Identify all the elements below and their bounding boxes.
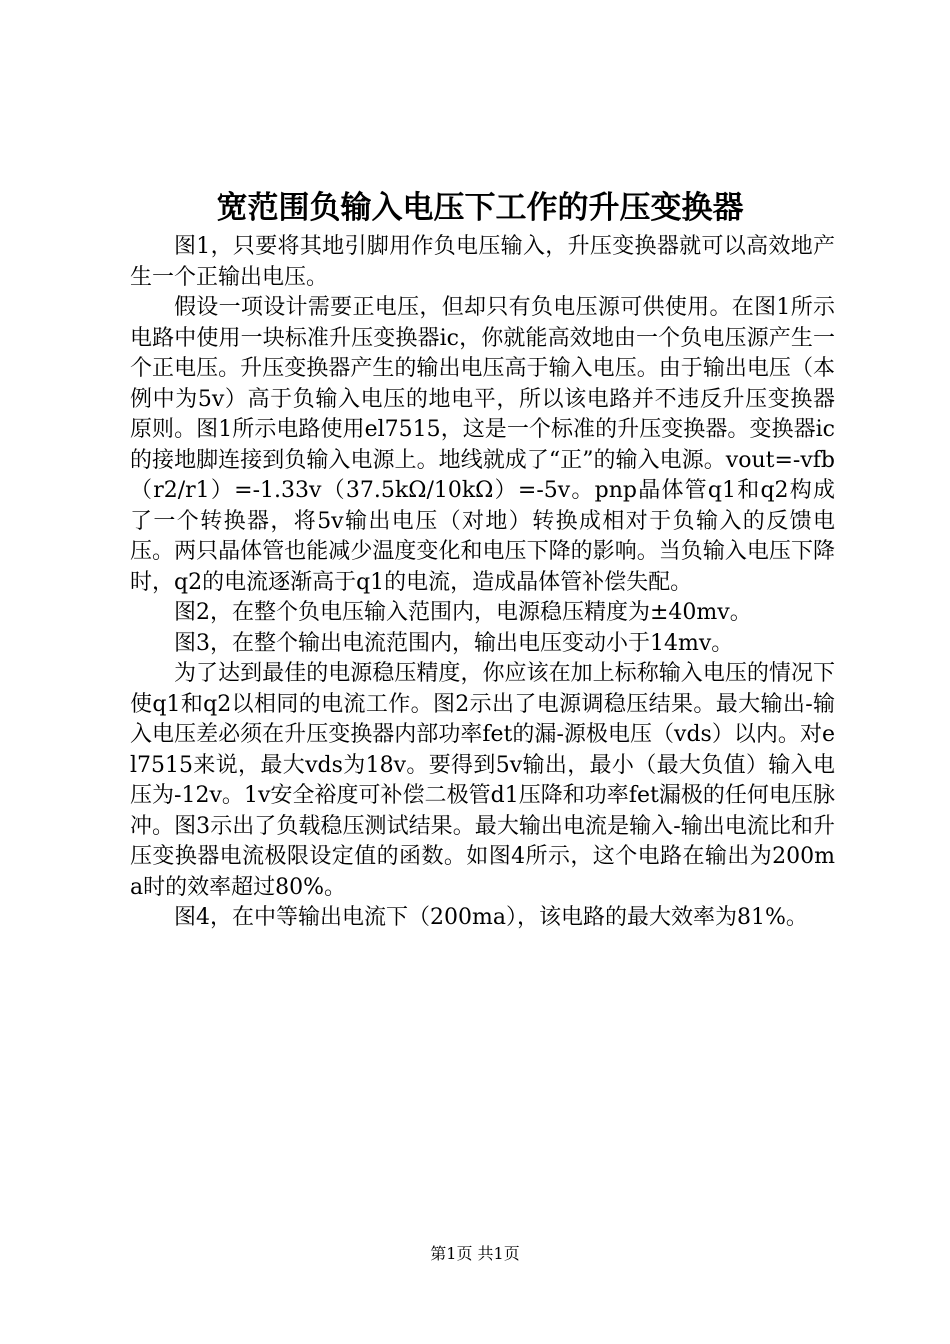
paragraph-fig4-caption: 图4，在中等输出电流下（200ma），该电路的最大效率为81%。 (174, 905, 808, 930)
paragraph-fig2-caption: 图2，在整个负电压输入范围内，电源稳压精度为±40mv。 (174, 600, 752, 625)
paragraph-regulation-details: 为了达到最佳的电源稳压精度，你应该在加上标称输入电压的情况下使q1和q2以相同的电流工作。图2示出了电源调稳压结果。最大输出-输入电压差必须在升压变换器内部功率fet的漏-源极电压（vds）以内。对el7515来说，最大vds为18v。要得到5v输出，最小（最大负值）输入电压为-12v。1v安全裕度可补偿二极管d1压降和功率fet漏极的任何电压脉冲。图3示出了负载稳压测试结果。最大输出电流是输入-输出电流比和升压变换器电流极限设定值的函数。如图4所示，这个电路在输出为200ma时的效率超过80%。 (130, 661, 835, 900)
document-body (130, 232, 835, 934)
paragraph-fig1-caption: 图1，只要将其地引脚用作负电压输入，升压变换器就可以高效地产生一个正输出电压。 (130, 234, 835, 290)
document-title: 宽范围负输入电压下工作的升压变换器 (216, 190, 744, 226)
page-number-footer: 第1页 共1页 (430, 1244, 520, 1263)
paragraph-fig3-caption: 图3，在整个输出电流范围内，输出电压变动小于14mv。 (174, 630, 734, 656)
paragraph-circuit-description: 假设一项设计需要正电压，但却只有负电压源可供使用。在图1所示电路中使用一块标准升压变换器ic，你就能高效地由一个负电压源产生一个正电压。升压变换器产生的输出电压高于输入电压。由于输出电压（本例中为5v）高于负输入电压的地电平，所以该电路并不违反升压变换器原则。图1所示电路使用el7515，这是一个标准的升压变换器。变换器ic的接地脚连接到负输入电源上。地线就成了“正”的输入电源。vout=-vfb（r2/r1）=-1.33v（37.5kΩ/10kΩ）=-5v。pnp晶体管q1和q2构成了一个转换器，将5v输出电压（对地）转换成相对于负输入的反馈电压。两只晶体管也能减少温度变化和电压下降的影响。当负输入电压下降时，q2的电流逐渐高于q1的电流，造成晶体管补偿失配。 (130, 295, 835, 595)
